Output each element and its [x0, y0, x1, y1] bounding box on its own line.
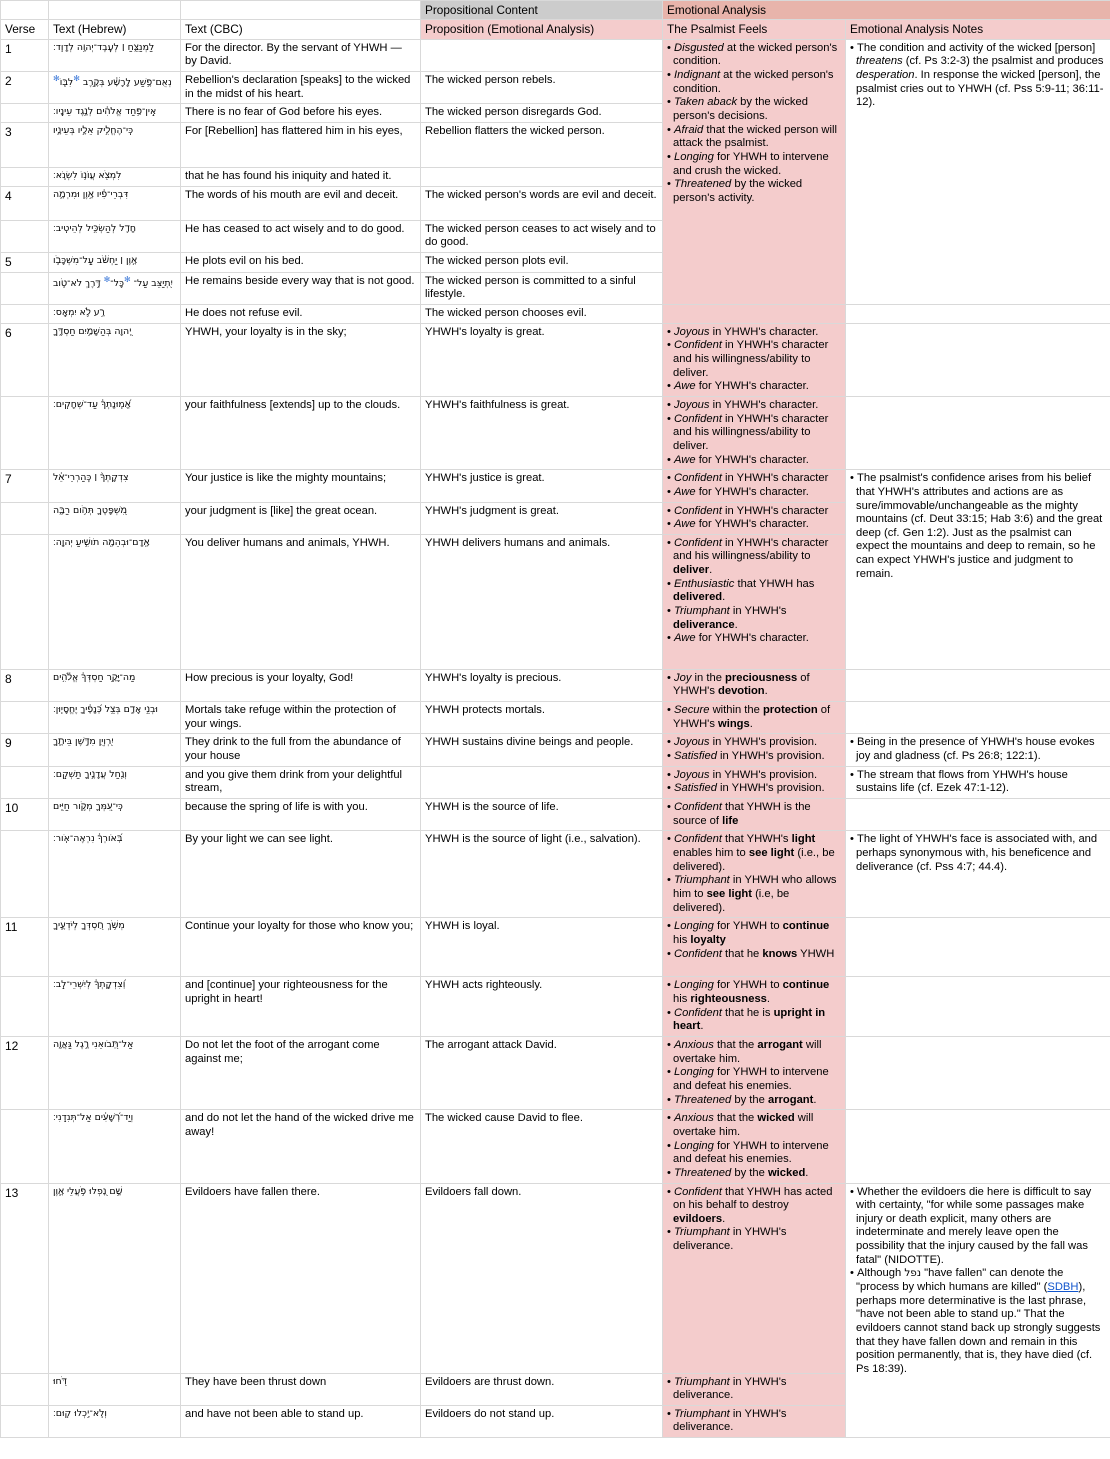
feels-list: [667, 833, 841, 915]
cbc-text: Continue your loyalty for those who know you;: [181, 918, 421, 977]
verse-number: [1, 104, 49, 123]
bullet-item: • Anxious that the arrogant will overtake him.: [667, 1039, 841, 1066]
feels-list: [667, 472, 841, 499]
hebrew-text: מְשֹׁ֣ךְ חַ֭סְדְּךָ לְיֹדְעֶ֑יךָ: [49, 918, 181, 977]
bullet-item: • Taken aback by the wicked person's decisions.: [667, 96, 841, 123]
psalmist-feels-cell: [663, 734, 846, 766]
bullet-item: • Threatened by the wicked person's activity.: [667, 178, 841, 205]
hebrew-text: וְ֝צִדְקָֽתְךָ֗ לְיִשְׁרֵי־לֵֽב׃: [49, 977, 181, 1037]
group-header-spacer-cbc: [181, 1, 421, 20]
hebrew-text: מִ֭שְׁפָּטֶךָ תְּהֹ֣ום רַבָּ֑ה: [49, 502, 181, 534]
column-header-text-hebrew: Text (Hebrew): [49, 20, 181, 39]
hebrew-text: שָׁ֣ם נָ֭פְלוּ פֹּ֣עֲלֵי אָ֑וֶן: [49, 1183, 181, 1373]
hebrew-text: יְ֭הוָה בְּהַשָּׁמַ֣יִם חַסְדֶּ֑ךָ: [49, 323, 181, 396]
proposition-text: Evildoers fall down.: [421, 1183, 663, 1373]
cbc-text: because the spring of life is with you.: [181, 799, 421, 831]
hebrew-text: כִּֽי־עִ֭מְּךָ מְקֹ֣ור חַיִּ֑ים: [49, 799, 181, 831]
bullet-item: • Confident that YHWH's light enables him to see light (i.e., be delivered).: [667, 833, 841, 874]
psalmist-feels-cell: [663, 1036, 846, 1109]
proposition-text: YHWH is loyal.: [421, 918, 663, 977]
hebrew-text: דֹּ֭חוּ: [49, 1373, 181, 1405]
bullet-item: • Although נפל "have fallen" can denote the "process by which humans are killed" (SDBH), perhaps more determinative is the last phrase, "have not been able to stand up." That the evildoers cannot stand back up strongly suggests that they have fallen down and remain in this position permanently, that is, they have died (cf. Ps 18:39).: [850, 1267, 1106, 1376]
bullet-item: • Threatened by the arrogant.: [667, 1094, 841, 1108]
hebrew-text: מַה־יָּקָ֥ר חַסְדְּךָ֗ אֱלֹ֫הִ֥ים: [49, 669, 181, 701]
notes-cell: [846, 396, 1110, 469]
proposition-text: The wicked person ceases to act wisely and to do good.: [421, 220, 663, 252]
bullet-item: • Confident in YHWH's character: [667, 505, 841, 519]
group-header-propositional-content: Propositional Content: [421, 1, 663, 20]
bullet-item: • Joyous in YHWH's character.: [667, 326, 841, 340]
bullet-item: • Whether the evildoers die here is difficult to say with certainty, "for while some passages make injury or death explicit, many others are indeterminate and merely leave open the possibility that the injury caused by the fall was fatal" (NIDOTTE).: [850, 1186, 1106, 1268]
bullet-item: • Triumphant in YHWH's deliverance.: [667, 1408, 841, 1435]
table-row: [1, 977, 1110, 1037]
notes-cell: [846, 799, 1110, 831]
table-row: [1, 1036, 1110, 1109]
bullet-item: • Confident in YHWH's character and his willingness/ability to deliver.: [667, 537, 841, 578]
column-header-row: [1, 20, 1110, 39]
verse-number: [1, 534, 49, 669]
notes-cell: [846, 702, 1110, 734]
cbc-text: your judgment is [like] the great ocean.: [181, 502, 421, 534]
hebrew-text: אֱ֝מֽוּנָתְךָ֗ עַד־שְׁחָקִֽים׃: [49, 396, 181, 469]
psalmist-feels-cell: [663, 977, 846, 1037]
bullet-item: • The condition and activity of the wicked [person] threatens (cf. Ps 3:2-3) the psalmist and produces desperation. In response the wicked [person], the psalmist cries out to YHWH (cf. Pss 5:9-11; 36:11-12).: [850, 42, 1106, 110]
table-row: [1, 702, 1110, 734]
table-row: [1, 396, 1110, 469]
bullet-item: • Triumphant in YHWH's deliverance.: [667, 1376, 841, 1403]
bullet-item: • Confident in YHWH's character: [667, 472, 841, 486]
table-row: [1, 323, 1110, 396]
feels-list: [667, 1112, 841, 1180]
bullet-item: • Confident that YHWH has acted on his behalf to destroy evildoers.: [667, 1186, 841, 1227]
bullet-item: • Awe for YHWH's character.: [667, 486, 841, 500]
feels-list: [667, 1186, 841, 1254]
proposition-text: YHWH sustains divine beings and people.: [421, 734, 663, 766]
table-row: [1, 669, 1110, 701]
cbc-text: and do not let the hand of the wicked drive me away!: [181, 1110, 421, 1183]
table-row: [1, 831, 1110, 918]
verse-number: 1: [1, 39, 49, 71]
cbc-text: He does not refuse evil.: [181, 304, 421, 323]
psalmist-feels-cell: [663, 502, 846, 534]
psalmist-feels-cell: [663, 1373, 846, 1405]
hebrew-text: וְנַ֖חַל עֲדָנֶ֣יךָ תַשְׁקֵֽם׃: [49, 766, 181, 798]
bullet-item: • Enthusiastic that YHWH has delivered.: [667, 578, 841, 605]
bullet-item: • The stream that flows from YHWH's house sustains life (cf. Ezek 47:1-12).: [850, 769, 1106, 796]
proposition-text: [421, 168, 663, 187]
psalmist-feels-cell: [663, 304, 846, 323]
bullet-item: • Awe for YHWH's character.: [667, 380, 841, 394]
proposition-text: YHWH protects mortals.: [421, 702, 663, 734]
psalmist-feels-cell: [663, 534, 846, 669]
textual-marker-icon: ✻: [53, 74, 60, 84]
group-header-spacer-verse: [1, 1, 49, 20]
proposition-text: YHWH is the source of life.: [421, 799, 663, 831]
hebrew-text: אָ֤וֶן ׀ יַחְשֹׁ֗ב עַֽל־מִשְׁכָּבֹ֑ו: [49, 253, 181, 273]
notes-cell: [846, 470, 1110, 670]
verse-number: [1, 220, 49, 252]
table-row: [1, 766, 1110, 798]
group-header-row: [1, 1, 1110, 20]
verse-number: 12: [1, 1036, 49, 1109]
notes-cell: [846, 766, 1110, 798]
verse-number: 2: [1, 72, 49, 104]
feels-list: [667, 399, 841, 467]
bullet-item: • Awe for YHWH's character.: [667, 632, 841, 646]
bullet-item: • Triumphant in YHWH's deliverance.: [667, 605, 841, 632]
psalmist-feels-cell: [663, 470, 846, 502]
bullet-item: • Secure within the protection of YHWH's wings.: [667, 704, 841, 731]
bullet-item: • Joyous in YHWH's provision.: [667, 736, 841, 750]
bullet-item: • Joy in the preciousness of YHWH's devotion.: [667, 672, 841, 699]
hebrew-text: וְיַד־רְ֝שָׁעִ֗ים אַל־תְּנִדֵֽנִי׃: [49, 1110, 181, 1183]
psalmist-feels-cell: [663, 766, 846, 798]
bullet-item: • The light of YHWH's face is associated with, and perhaps synonymous with, his beneficence and deliverance (cf. Pss 4:7; 44.4).: [850, 833, 1106, 874]
notes-cell: [846, 304, 1110, 323]
verse-number: 8: [1, 669, 49, 701]
hebrew-text: צִדְקָתְךָ֨ ׀ כְּֽהַרְרֵי־אֵ֗ל: [49, 470, 181, 502]
bullet-item: • The psalmist's confidence arises from his belief that YHWH's attributes and actions are as sure/immovable/unchangeable as the mighty mountains (cf. Deut 33:15; Hab 3:6) and the great deep (cf. Gen 1:2). Just as the psalmist can expect the mountains and deep to remain, so he can expect YHWH's justice and judgment to remain.: [850, 472, 1106, 581]
notes-cell: [846, 1036, 1110, 1109]
verse-number: 3: [1, 123, 49, 168]
psalmist-feels-cell: [663, 831, 846, 918]
psalmist-feels-cell: [663, 1183, 846, 1373]
verse-number: [1, 304, 49, 323]
notes-list: [850, 833, 1106, 874]
table-row: [1, 1110, 1110, 1183]
verse-number: [1, 1373, 49, 1405]
hebrew-text: אַל־תְּ֭בֹואֵנִי רֶ֣גֶל גַּאֲוָ֑ה: [49, 1036, 181, 1109]
feels-list: [667, 42, 841, 206]
hebrew-text: בְּ֝אֹורְךָ֗ נִרְאֶה־אֹֽור׃: [49, 831, 181, 918]
cbc-text: Rebellion's declaration [speaks] to the wicked in the midst of his heart.: [181, 72, 421, 104]
psalmist-feels-cell: [663, 669, 846, 701]
proposition-text: YHWH's loyalty is great.: [421, 323, 663, 396]
bullet-item: • Being in the presence of YHWH's house evokes joy and gladness (cf. Ps 26:8; 122:1).: [850, 736, 1106, 763]
proposition-text: YHWH delivers humans and animals.: [421, 534, 663, 669]
verse-number: 9: [1, 734, 49, 766]
feels-list: [667, 1039, 841, 1107]
verse-number: [1, 168, 49, 187]
notes-cell: [846, 918, 1110, 977]
proposition-text: YHWH's judgment is great.: [421, 502, 663, 534]
group-header-emotional-analysis: Emotional Analysis: [663, 1, 1110, 20]
column-header-psalmist-feels: The Psalmist Feels: [663, 20, 846, 39]
hebrew-text: לַמְנַצֵּ֑חַ ׀ לְעֶֽבֶד־יְהוָ֥ה לְדָוִֽד׃: [49, 39, 181, 71]
bullet-item: • Longing for YHWH to continue his loyalty: [667, 920, 841, 947]
cbc-text: They drink to the full from the abundance of your house: [181, 734, 421, 766]
proposition-text: The wicked person plots evil.: [421, 253, 663, 273]
column-header-text-cbc: Text (CBC): [181, 20, 421, 39]
verse-number: 6: [1, 323, 49, 396]
notes-cell: [846, 1110, 1110, 1183]
table-row: [1, 918, 1110, 977]
cbc-text: You deliver humans and animals, YHWH.: [181, 534, 421, 669]
hebrew-text: וּבְנֵ֥י אָדָ֑ם בְּצֵ֥ל כְּ֝נָפֶ֗יךָ יֶחֱסָיֽוּן׃: [49, 702, 181, 734]
proposition-text: The arrogant attack David.: [421, 1036, 663, 1109]
proposition-text: Evildoers do not stand up.: [421, 1405, 663, 1437]
bullet-item: • Longing for YHWH to intervene and defeat his enemies.: [667, 1066, 841, 1093]
cbc-text: He plots evil on his bed.: [181, 253, 421, 273]
psalmist-feels-cell: [663, 1110, 846, 1183]
feels-list: [667, 1376, 841, 1403]
column-header-proposition: Proposition (Emotional Analysis): [421, 20, 663, 39]
cbc-text: Evildoers have fallen there.: [181, 1183, 421, 1373]
bullet-item: • Joyous in YHWH's provision.: [667, 769, 841, 783]
table-row: [1, 799, 1110, 831]
notes-cell: [846, 39, 1110, 304]
bullet-item: • Awe for YHWH's character.: [667, 454, 841, 468]
proposition-text: YHWH acts righteously.: [421, 977, 663, 1037]
cbc-text: The words of his mouth are evil and deceit.: [181, 186, 421, 220]
cbc-text: Mortals take refuge within the protection of your wings.: [181, 702, 421, 734]
psalmist-feels-cell: [663, 799, 846, 831]
bullet-item: • Disgusted at the wicked person's condition.: [667, 42, 841, 69]
notes-cell: [846, 669, 1110, 701]
proposition-text: The wicked person is committed to a sinful lifestyle.: [421, 272, 663, 304]
feels-list: [667, 736, 841, 763]
cbc-text: and [continue] your righteousness for the upright in heart!: [181, 977, 421, 1037]
proposition-text: The wicked cause David to flee.: [421, 1110, 663, 1183]
verse-number: 7: [1, 470, 49, 502]
hebrew-text: יִ֭רְוְיֻן מִדֶּ֣שֶׁן בֵּיתֶ֑ךָ: [49, 734, 181, 766]
cbc-text: that he has found his iniquity and hated it.: [181, 168, 421, 187]
cbc-text: Do not let the foot of the arrogant come against me;: [181, 1036, 421, 1109]
verse-number: [1, 702, 49, 734]
bullet-item: • Afraid that the wicked person will attack the psalmist.: [667, 124, 841, 151]
feels-list: [667, 537, 841, 646]
bullet-item: • Satisfied in YHWH's provision.: [667, 750, 841, 764]
psalmist-feels-cell: [663, 39, 846, 304]
psalmist-feels-cell: [663, 396, 846, 469]
verse-number: [1, 502, 49, 534]
hebrew-text: אֵֽין־פַּ֥חַד אֱלֹהִ֗ים לְנֶ֣גֶד עֵינָֽיו׃: [49, 104, 181, 123]
notes-cell: [846, 1183, 1110, 1438]
hebrew-text: נְאֻם־פֶּ֥שַׁע לָרָשָׁ֗ע בְּקֶ֥רֶב ✻לִבּ֑וֹ✻: [49, 72, 181, 104]
feels-list: [667, 704, 841, 731]
notes-cell: [846, 831, 1110, 918]
bullet-item: • Joyous in YHWH's character.: [667, 399, 841, 413]
verse-number: [1, 766, 49, 798]
proposition-text: [421, 766, 663, 798]
bullet-item: • Confident in YHWH's character and his willingness/ability to deliver.: [667, 339, 841, 380]
verse-number: [1, 396, 49, 469]
proposition-text: Rebellion flatters the wicked person.: [421, 123, 663, 168]
cbc-text: For [Rebellion] has flattered him in his eyes,: [181, 123, 421, 168]
proposition-text: YHWH's loyalty is precious.: [421, 669, 663, 701]
proposition-text: Evildoers are thrust down.: [421, 1373, 663, 1405]
cbc-text: YHWH, your loyalty is in the sky;: [181, 323, 421, 396]
proposition-text: The wicked person rebels.: [421, 72, 663, 104]
feels-list: [667, 979, 841, 1034]
bullet-item: • Confident that he is upright in heart.: [667, 1007, 841, 1034]
table-row: [1, 39, 1110, 71]
bullet-item: • Confident in YHWH's character and his willingness/ability to deliver.: [667, 413, 841, 454]
hebrew-text: לִמְצֹ֖א עֲוֹנ֣וֹ לִשְׂנֹֽא׃: [49, 168, 181, 187]
proposition-text: YHWH's justice is great.: [421, 470, 663, 502]
textual-marker-icon: ✻: [103, 274, 111, 284]
hebrew-text: חָדַ֖ל לְהַשְׂכִּ֣יל לְהֵיטִֽיב׃: [49, 220, 181, 252]
psalmist-feels-cell: [663, 323, 846, 396]
verse-number: [1, 1405, 49, 1437]
feels-list: [667, 920, 841, 961]
group-header-spacer-hebrew: [49, 1, 181, 20]
notes-cell: [846, 977, 1110, 1037]
cbc-text: and have not been able to stand up.: [181, 1405, 421, 1437]
verse-number: 10: [1, 799, 49, 831]
proposition-text: The wicked person disregards God.: [421, 104, 663, 123]
cbc-text: For the director. By the servant of YHWH — by David.: [181, 39, 421, 71]
bullet-item: • Anxious that the wicked will overtake him.: [667, 1112, 841, 1139]
column-header-verse: Verse: [1, 20, 49, 39]
proposition-text: YHWH is the source of light (i.e., salvation).: [421, 831, 663, 918]
notes-list: [850, 42, 1106, 110]
notes-cell: [846, 734, 1110, 766]
cbc-text: They have been thrust down: [181, 1373, 421, 1405]
bullet-item: • Indignant at the wicked person's condition.: [667, 69, 841, 96]
notes-list: [850, 1186, 1106, 1377]
bullet-item: • Triumphant in YHWH who allows him to see light (i.e, be delivered).: [667, 874, 841, 915]
proposition-text: YHWH's faithfulness is great.: [421, 396, 663, 469]
feels-list: [667, 769, 841, 796]
bullet-item: • Confident that YHWH is the source of life: [667, 801, 841, 828]
table-row: [1, 734, 1110, 766]
cbc-text: He remains beside every way that is not good.: [181, 272, 421, 304]
hebrew-text: כִּֽי־הֶחֱלִ֣יק אֵלָ֣יו בְּעֵינָ֑יו: [49, 123, 181, 168]
table-row: [1, 470, 1110, 502]
cbc-text: He has ceased to act wisely and to do good.: [181, 220, 421, 252]
verse-number: 13: [1, 1183, 49, 1373]
verse-number: 4: [1, 186, 49, 220]
bullet-item: • Awe for YHWH's character.: [667, 518, 841, 532]
bullet-item: • Longing for YHWH to continue his righteousness.: [667, 979, 841, 1006]
hebrew-text: רָ֥ע לֹ֣א יִמְאָֽס׃: [49, 304, 181, 323]
notes-cell: [846, 323, 1110, 396]
table-row: [1, 1183, 1110, 1373]
hebrew-text: יִ֭תְיַצֵּב עַל־ ✻כָּל־✻ דֶּ֣רֶךְ לֹא־טֹ֑וב: [49, 272, 181, 304]
verse-number: 11: [1, 918, 49, 977]
verse-number: 5: [1, 253, 49, 273]
proposition-text: The wicked person's words are evil and deceit.: [421, 186, 663, 220]
feels-list: [667, 326, 841, 394]
bullet-item: • Threatened by the wicked.: [667, 1167, 841, 1181]
feels-list: [667, 801, 841, 828]
psalmist-feels-cell: [663, 702, 846, 734]
bullet-item: • Longing for YHWH to intervene and defeat his enemies.: [667, 1140, 841, 1167]
feels-list: [667, 1408, 841, 1435]
hebrew-text: וְלֹֽא־יָ֥כְלוּ קֽוּם׃: [49, 1405, 181, 1437]
hebrew-text: דִּבְרֵי־פִ֗יו אָ֥וֶן וּמִרְמָ֑ה: [49, 186, 181, 220]
proposition-text: The wicked person chooses evil.: [421, 304, 663, 323]
column-header-notes: Emotional Analysis Notes: [846, 20, 1110, 39]
cbc-text: There is no fear of God before his eyes.: [181, 104, 421, 123]
verse-number: [1, 272, 49, 304]
verse-number: [1, 1110, 49, 1183]
bullet-item: • Triumphant in YHWH's deliverance.: [667, 1226, 841, 1253]
cbc-text: and you give them drink from your delightful stream,: [181, 766, 421, 798]
verse-number: [1, 831, 49, 918]
notes-list: [850, 769, 1106, 796]
cbc-text: Your justice is like the mighty mountains;: [181, 470, 421, 502]
bullet-item: • Longing for YHWH to intervene and crush the wicked.: [667, 151, 841, 178]
notes-list: [850, 472, 1106, 581]
psalmist-feels-cell: [663, 918, 846, 977]
hebrew-text: אָ֤דָם־וּבְהֵמָ֖ה תֹושִׁ֣יעַ יְהוָֽה׃: [49, 534, 181, 669]
feels-list: [667, 672, 841, 699]
cbc-text: your faithfulness [extends] up to the clouds.: [181, 396, 421, 469]
textual-marker-icon: ✻: [73, 74, 80, 84]
verse-number: [1, 977, 49, 1037]
bullet-item: • Satisfied in YHWH's provision.: [667, 782, 841, 796]
notes-list: [850, 736, 1106, 763]
textual-marker-icon: ✻: [123, 274, 131, 284]
cbc-text: By your light we can see light.: [181, 831, 421, 918]
table-row: [1, 304, 1110, 323]
bullet-item: • Confident that he knows YHWH: [667, 948, 841, 962]
proposition-text: [421, 39, 663, 71]
feels-list: [667, 505, 841, 532]
psalmist-feels-cell: [663, 1405, 846, 1437]
cbc-text: How precious is your loyalty, God!: [181, 669, 421, 701]
